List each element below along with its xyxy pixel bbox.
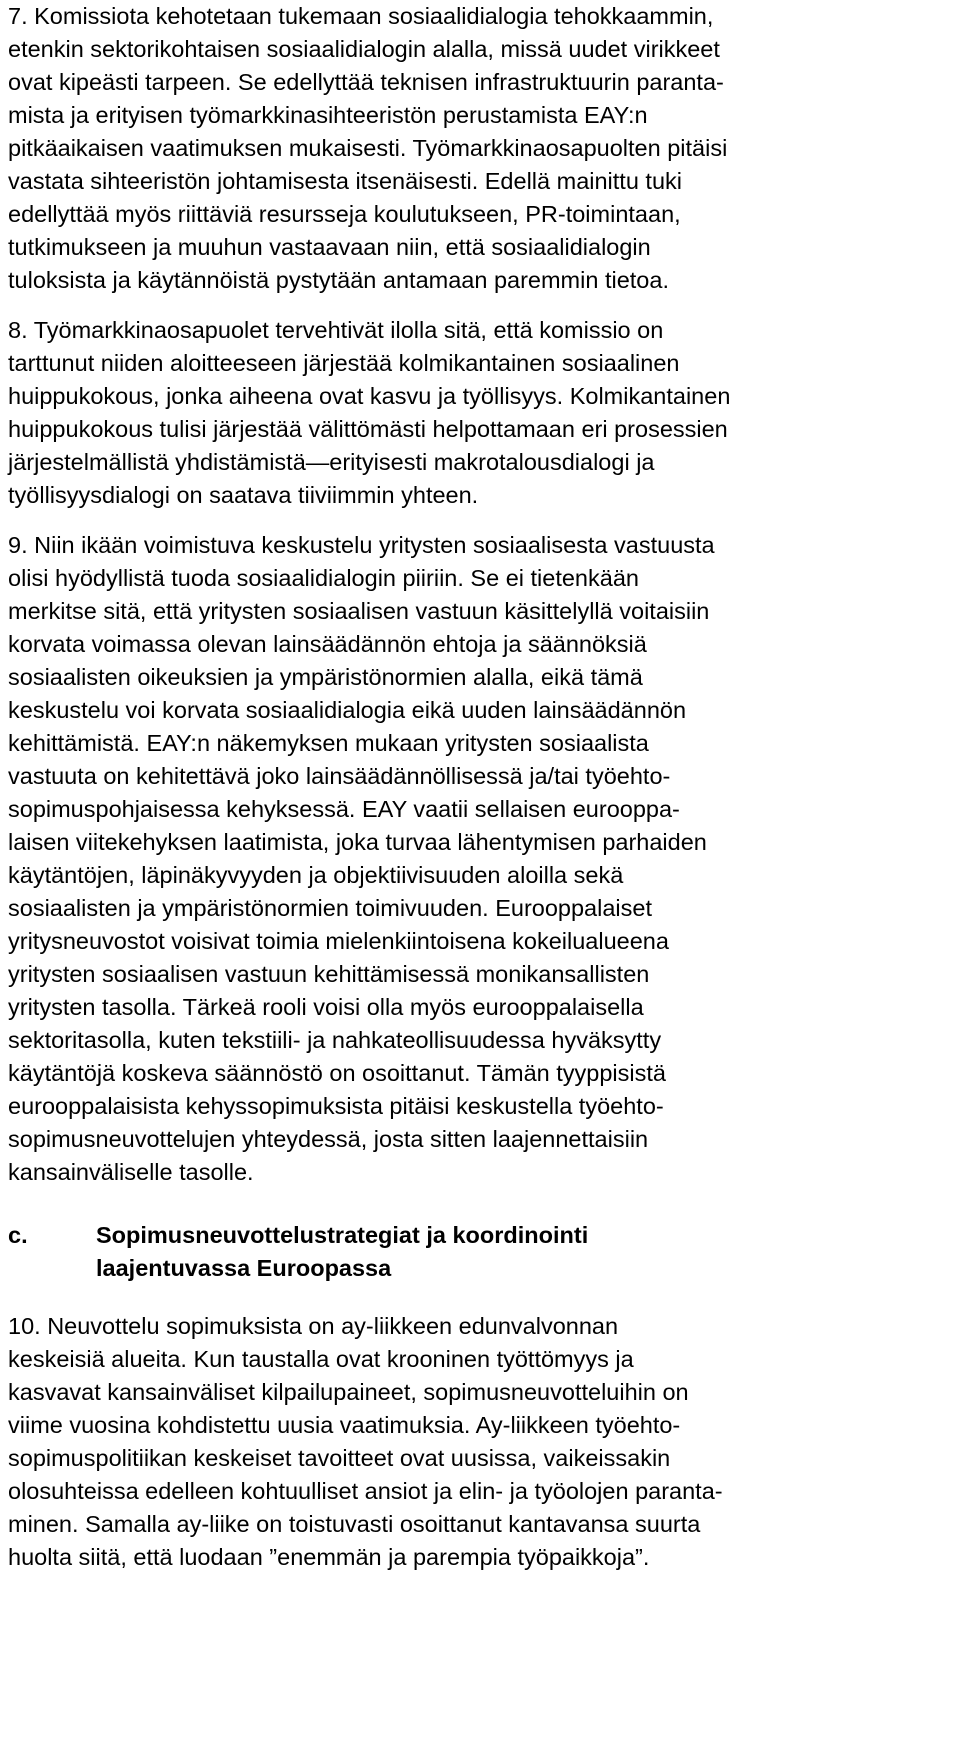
section-title-line-1: Sopimusneuvottelustrategiat ja koordinointi xyxy=(96,1222,589,1248)
paragraph-line: yritysten tasolla. Tärkeä rooli voisi olla myös eurooppalaisella xyxy=(8,994,644,1020)
paragraph-line: yritysten sosiaalisen vastuun kehittämisessä monikansallisten xyxy=(8,961,650,987)
section-title-line-2: laajentuvassa Euroopassa xyxy=(96,1255,392,1281)
paragraph-line: edellyttää myös riittäviä resursseja koulutukseen, PR-toimintaan, xyxy=(8,201,681,227)
paragraph-line: vastuuta on kehitettävä joko lainsäädännöllisessä ja/tai työehto- xyxy=(8,763,671,789)
paragraph-line: olosuhteissa edelleen kohtuulliset ansiot ja elin- ja työolojen paranta- xyxy=(8,1478,723,1504)
paragraph-line: merkitse sitä, että yritysten sosiaalisen vastuun käsittelyllä voitaisiin xyxy=(8,598,710,624)
paragraph-line: vastata sihteeristön johtamisesta itsenäisesti. Edellä mainittu tuki xyxy=(8,168,682,194)
paragraph-line: kansainväliselle tasolle. xyxy=(8,1159,254,1185)
paragraph-line: mista ja erityisen työmarkkinasihteeristön perustamista EAY:n xyxy=(8,102,648,128)
paragraph-line: sopimuspolitiikan keskeiset tavoitteet ovat uusissa, vaikeissakin xyxy=(8,1445,671,1471)
paragraph-line: pitkäaikaisen vaatimuksen mukaisesti. Työmarkkinaosapuolten pitäisi xyxy=(8,135,728,161)
paragraph-10 xyxy=(8,1310,956,1574)
paragraph-line: tarttunut niiden aloitteeseen järjestää kolmikantainen sosiaalinen xyxy=(8,350,680,376)
paragraph-line: 7. Komissiota kehotetaan tukemaan sosiaalidialogia tehokkaammin, xyxy=(8,3,714,29)
paragraph-line: minen. Samalla ay-liike on toistuvasti osoittanut kantavansa suurta xyxy=(8,1511,701,1537)
paragraph-line: eurooppalaisista kehyssopimuksista pitäisi keskustella työehto- xyxy=(8,1093,664,1119)
paragraph-line: korvata voimassa olevan lainsäädännön ehtoja ja säännöksiä xyxy=(8,631,647,657)
paragraph-line: tutkimukseen ja muuhun vastaavaan niin, että sosiaalidialogin xyxy=(8,234,651,260)
paragraph-line: olisi hyödyllistä tuoda sosiaalidialogin piiriin. Se ei tietenkään xyxy=(8,565,639,591)
paragraph-line: käytäntöjä koskeva säännöstö on osoittanut. Tämän tyyppisistä xyxy=(8,1060,666,1086)
paragraph-line: yritysneuvostot voisivat toimia mielenkiintoisena kokeilualueena xyxy=(8,928,669,954)
paragraph-line: sosiaalisten oikeuksien ja ympäristönormien alalla, eikä tämä xyxy=(8,664,643,690)
section-marker: c. xyxy=(8,1222,28,1248)
paragraph-line: 8. Työmarkkinaosapuolet tervehtivät ilolla sitä, että komissio on xyxy=(8,317,664,343)
paragraph-8 xyxy=(8,314,956,512)
paragraph-line: käytäntöjen, läpinäkyvyyden ja objektiivisuuden aloilla sekä xyxy=(8,862,624,888)
paragraph-line: huippukokous, jonka aiheena ovat kasvu ja työllisyys. Kolmikantainen xyxy=(8,383,731,409)
paragraph-line: kasvavat kansainväliset kilpailupaineet, sopimusneuvotteluihin on xyxy=(8,1379,689,1405)
document-page xyxy=(8,0,956,1574)
paragraph-line: työllisyysdialogi on saatava tiiviimmin yhteen. xyxy=(8,482,479,508)
paragraph-line: 9. Niin ikään voimistuva keskustelu yritysten sosiaalisesta vastuusta xyxy=(8,532,715,558)
paragraph-line: laisen viitekehyksen laatimista, joka turvaa lähentymisen parhaiden xyxy=(8,829,707,855)
paragraph-line: viime vuosina kohdistettu uusia vaatimuksia. Ay-liikkeen työehto- xyxy=(8,1412,681,1438)
paragraph-line: sopimuspohjaisessa kehyksessä. EAY vaatii sellaisen eurooppa- xyxy=(8,796,680,822)
paragraph-line: ovat kipeästi tarpeen. Se edellyttää teknisen infrastruktuurin paranta- xyxy=(8,69,724,95)
paragraph-line: keskeisiä alueita. Kun taustalla ovat krooninen työttömyys ja xyxy=(8,1346,634,1372)
paragraph-7 xyxy=(8,0,956,297)
section-heading-c xyxy=(8,1219,956,1285)
paragraph-9 xyxy=(8,529,956,1189)
paragraph-line: tuloksista ja käytännöistä pystytään antamaan paremmin tietoa. xyxy=(8,267,669,293)
paragraph-line: huolta siitä, että luodaan ”enemmän ja parempia työpaikkoja”. xyxy=(8,1544,650,1570)
paragraph-line: kehittämistä. EAY:n näkemyksen mukaan yritysten sosiaalista xyxy=(8,730,649,756)
paragraph-line: 10. Neuvottelu sopimuksista on ay-liikkeen edunvalvonnan xyxy=(8,1313,619,1339)
paragraph-line: järjestelmällistä yhdistämistä—erityisesti makrotalousdialogi ja xyxy=(8,449,655,475)
paragraph-line: keskustelu voi korvata sosiaalidialogia eikä uuden lainsäädännön xyxy=(8,697,687,723)
paragraph-line: etenkin sektorikohtaisen sosiaalidialogin alalla, missä uudet virikkeet xyxy=(8,36,720,62)
paragraph-line: sektoritasolla, kuten tekstiili- ja nahkateollisuudessa hyväksytty xyxy=(8,1027,662,1053)
paragraph-line: sopimusneuvottelujen yhteydessä, josta sitten laajennettaisiin xyxy=(8,1126,649,1152)
paragraph-line: huippukokous tulisi järjestää välittömästi helpottamaan eri prosessien xyxy=(8,416,728,442)
paragraph-line: sosiaalisten ja ympäristönormien toimivuuden. Eurooppalaiset xyxy=(8,895,652,921)
